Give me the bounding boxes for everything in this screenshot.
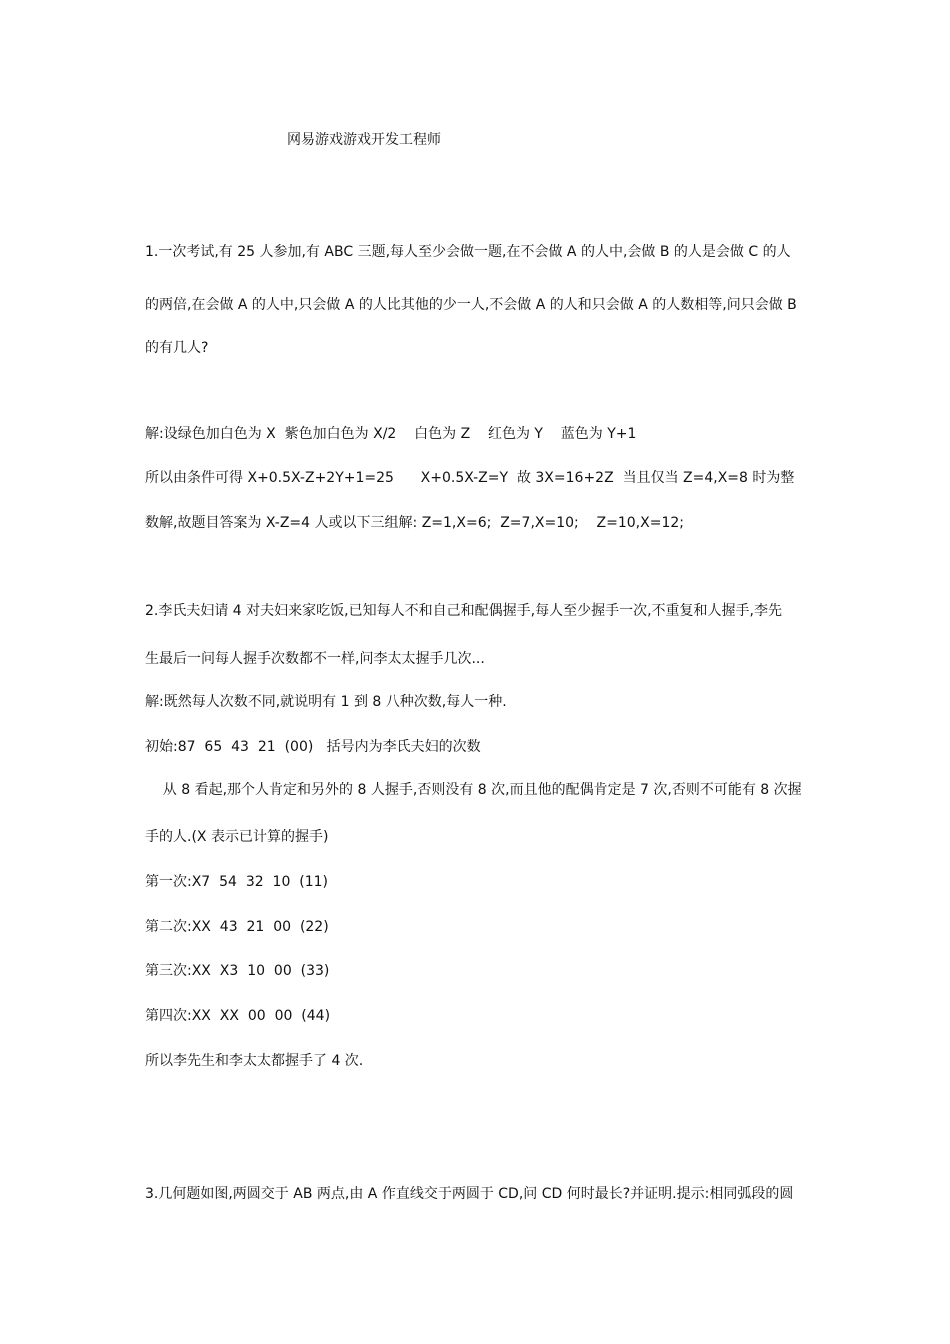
q2-answer-line-2: 初始:87 65 43 21 (00) 括号内为李氏夫妇的次数	[145, 739, 481, 755]
q1-line-3: 的有几人?	[145, 340, 209, 356]
q1-line-1: 1.一次考试,有 25 人参加,有 ABC 三题,每人至少会做一题,在不会做 A 的人中,会做 B 的人是会做 C 的人	[145, 244, 791, 260]
q2-step-3: 第三次:XX X3 10 00 (33)	[145, 963, 330, 979]
document-title: 网易游戏游戏开发工程师	[287, 132, 441, 148]
q2-answer-line-4: 手的人.(X 表示已计算的握手)	[145, 829, 329, 845]
q2-step-2: 第二次:XX 43 21 00 (22)	[145, 919, 329, 935]
q1-answer-line-2: 所以由条件可得 X+0.5X-Z+2Y+1=25 X+0.5X-Z=Y 故 3X=16+2Z 当且仅当 Z=4,X=8 时为整	[145, 470, 795, 486]
q1-answer-line-3: 数解,故题目答案为 X-Z=4 人或以下三组解: Z=1,X=6; Z=7,X=10; Z=10,X=12;	[145, 515, 684, 531]
q1-answer-line-1: 解:设绿色加白色为 X 紫色加白色为 X/2 白色为 Z 红色为 Y 蓝色为 Y+1	[145, 426, 637, 442]
q2-conclusion: 所以李先生和李太太都握手了 4 次.	[145, 1053, 364, 1069]
q2-answer-line-3: 从 8 看起,那个人肯定和另外的 8 人握手,否则没有 8 次,而且他的配偶肯定是 7 次,否则不可能有 8 次握	[145, 782, 802, 798]
q2-step-1: 第一次:X7 54 32 10 (11)	[145, 874, 328, 890]
q3-line-1: 3.几何题如图,两圆交于 AB 两点,由 A 作直线交于两圆于 CD,问 CD 何时最长?并证明.提示:相同弧段的圆	[145, 1186, 794, 1202]
q1-line-2: 的两倍,在会做 A 的人中,只会做 A 的人比其他的少一人,不会做 A 的人和只会做 A 的人数相等,问只会做 B	[145, 297, 797, 313]
q2-step-4: 第四次:XX XX 00 00 (44)	[145, 1008, 331, 1024]
q2-line-2: 生最后一问每人握手次数都不一样,问李太太握手几次...	[145, 651, 485, 667]
q2-line-1: 2.李氏夫妇请 4 对夫妇来家吃饭,已知每人不和自己和配偶握手,每人至少握手一次,不重复和人握手,李先	[145, 603, 782, 619]
q2-answer-line-1: 解:既然每人次数不同,就说明有 1 到 8 八种次数,每人一种.	[145, 694, 507, 710]
